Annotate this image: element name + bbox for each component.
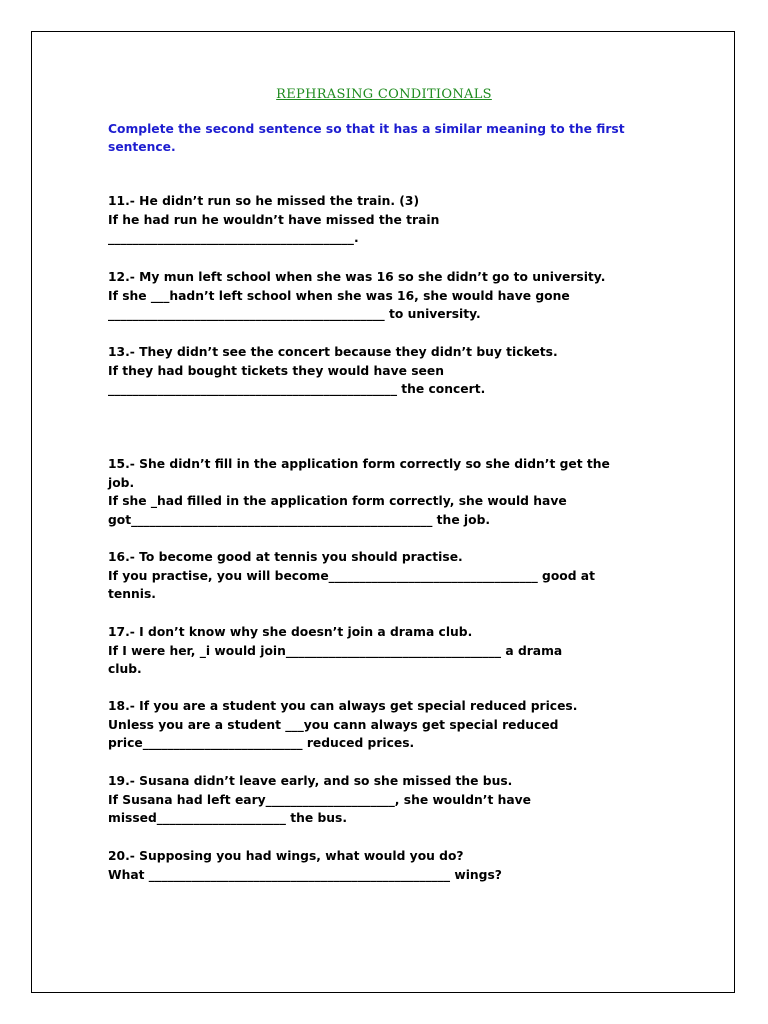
exercise-line: price__________________________ reduced prices. [108, 736, 415, 750]
exercise-line: 17.- I don’t know why she doesn’t join a drama club. [108, 625, 473, 639]
exercise-20 [108, 847, 668, 884]
exercise-line: 13.- They didn’t see the concert because they didn’t buy tickets. [108, 345, 558, 359]
exercise-line: Unless you are a student ___you cann always get special reduced [108, 717, 559, 732]
exercise-line: ________________________________________. [108, 231, 359, 245]
exercise-19 [108, 772, 668, 828]
exercise-line: 11.- He didn’t run so he missed the train. (3) [108, 194, 420, 208]
exercise-line: got_________________________________________________ the job. [108, 512, 491, 527]
exercise-line: If I were her, _i would join___________________________________ a drama [108, 643, 563, 658]
exercise-line: 19.- Susana didn’t leave early, and so she missed the bus. [108, 774, 513, 788]
exercise-line: If you practise, you will become__________________________________ good at [108, 568, 595, 583]
exercise-line: 20.- Supposing you had wings, what would you do? [108, 849, 464, 863]
exercise-line: _______________________________________________ the concert. [108, 382, 486, 396]
exercise-line: club. [108, 662, 142, 676]
exercise-line: If she ___hadn’t left school when she was 16, she would have gone [108, 288, 570, 303]
exercise-line: If he had run he wouldn’t have missed the train [108, 212, 440, 227]
exercise-13 [108, 343, 668, 399]
exercise-12 [108, 268, 668, 324]
exercise-line: tennis. [108, 587, 156, 601]
exercise-line: missed_____________________ the bus. [108, 811, 348, 825]
exercise-line: _____________________________________________ to university. [108, 307, 481, 321]
exercise-17 [108, 623, 668, 679]
exercise-15 [108, 455, 668, 529]
exercise-line: If Susana had left eary_____________________, she wouldn’t have [108, 792, 532, 807]
exercise-11 [108, 192, 668, 248]
exercise-line: 15.- She didn’t fill in the application form correctly so she didn’t get the [108, 457, 610, 471]
exercise-line: 12.- My mun left school when she was 16 so she didn’t go to university. [108, 270, 606, 284]
exercise-line: 18.- If you are a student you can always get special reduced prices. [108, 699, 578, 713]
instructions: Complete the second sentence so that it has a similar meaning to the first sentence. [108, 122, 625, 154]
exercise-line: 16.- To become good at tennis you should practise. [108, 550, 463, 564]
exercise-line: If she _had filled in the application form correctly, she would have [108, 494, 567, 508]
exercise-18 [108, 697, 668, 753]
exercise-line: job. [108, 475, 135, 490]
exercise-line: What _________________________________________________ wings? [108, 867, 502, 882]
page-title: REPHRASING CONDITIONALS [276, 87, 492, 102]
exercise-16 [108, 548, 668, 604]
exercise-line: If they had bought tickets they would have seen [108, 363, 444, 378]
